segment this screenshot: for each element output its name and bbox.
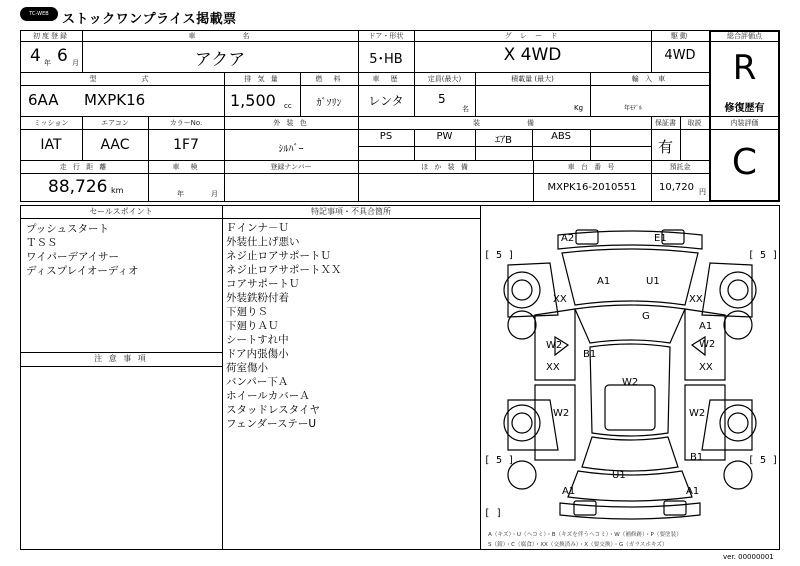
model-prefix: 6AA: [28, 91, 59, 109]
mission: IAT: [40, 137, 62, 153]
defect-item: 外装鉄粉付着: [226, 292, 289, 304]
defect-item: ドア内張傷小: [226, 348, 289, 360]
import-model: 年ﾓﾃﾞﾙ: [624, 105, 643, 112]
car-outline-drawing: [504, 230, 756, 519]
displacement-label: 排 気 量: [244, 75, 280, 83]
sales-point-item: プッシュスタート: [26, 223, 110, 235]
damage-code: XX: [699, 362, 713, 373]
page-title: ストックワンプライス掲載票: [62, 12, 237, 27]
capacity-unit: 名: [462, 105, 469, 113]
defect-item: 外装仕上げ悪い: [226, 236, 300, 248]
damage-code: B1: [690, 452, 704, 463]
recycle-fee: 10,720: [659, 182, 694, 193]
defect-item: ネジ止ロアサポートＵ: [226, 250, 331, 262]
damage-code: B1: [583, 349, 597, 360]
bracket-rear-left: [ 5 ]: [484, 455, 515, 466]
bracket-bottom: [ ]: [484, 508, 503, 519]
first-reg-month: 6: [57, 46, 68, 66]
damage-code: XX: [689, 294, 703, 305]
color-no-label: カラーNo.: [169, 119, 203, 127]
damage-code: A1: [562, 486, 576, 497]
damage-code: G: [642, 311, 650, 322]
mileage-unit: km: [111, 186, 124, 195]
damage-code: XX: [553, 294, 567, 305]
first-reg-month-unit: 月: [72, 59, 79, 67]
defect-item: 下廻りＡＵ: [226, 320, 279, 332]
model: MXPK16: [84, 91, 146, 109]
damage-code: U1: [612, 470, 626, 481]
defect-item: ホイールカバーＡ: [226, 390, 310, 402]
defect-item: シートすれ中: [226, 334, 289, 346]
legend-line-1: A（キズ）・U（ヘコミ）・B（キズを伴うヘコミ）・W（補修跡）・P（要塗装）: [488, 532, 682, 538]
inspection-year-unit: 年: [177, 190, 184, 198]
defect-item: バンパー下Ａ: [226, 376, 289, 388]
damage-code: XX: [546, 362, 560, 373]
damage-code: A2: [561, 233, 575, 244]
notes-label: 注 意 事 項: [94, 354, 148, 363]
logo: TC-WEB: [20, 7, 58, 21]
damage-code: U1: [646, 276, 660, 287]
defect-item: スタッドレスタイヤ: [226, 404, 320, 416]
damage-code: W2: [622, 377, 639, 388]
defect-item: Ｆインナ－Ｕ: [226, 222, 289, 234]
bracket-rear-right: [ 5 ]: [748, 455, 779, 466]
sales-points-label: セールスポイント: [89, 207, 153, 216]
defect-item: ネジ止ロアサポートＸＸ: [226, 264, 342, 276]
grade: X 4WD: [503, 45, 562, 65]
first-reg-year-unit: 年: [44, 59, 51, 67]
import-label: 輸 入 車: [631, 75, 668, 83]
damage-code: W2: [553, 408, 570, 419]
interior-score: C: [731, 142, 758, 183]
interior-score-label: 内装評価: [730, 119, 759, 127]
repair-history-note: 修復歴有: [724, 103, 765, 114]
door-shape-label: ドア・形状: [368, 32, 404, 40]
sales-point-item: ワイパーデアイサー: [26, 251, 120, 263]
car-name-label: 車 名: [188, 32, 252, 40]
overall-score-label: 総合評価点: [727, 32, 762, 40]
chassis-number: MXPK16-2010551: [547, 182, 637, 193]
capacity: 5: [438, 92, 446, 106]
plate-label: 登録ナンバー: [270, 163, 312, 171]
first-reg-year: 4: [30, 46, 41, 66]
load-label: 積載量 (最大): [511, 75, 554, 83]
inspection-month-unit: 月: [211, 190, 218, 198]
load-unit: Kg: [574, 104, 584, 112]
first-reg-label: 初度登録: [33, 32, 69, 40]
defect-item: 下廻りＳ: [226, 306, 268, 318]
door-shape: 5･HB: [369, 52, 403, 67]
equipment-pw: PW: [436, 131, 453, 142]
aircon-label: エアコン: [101, 119, 129, 127]
bracket-front-left: [ 5 ]: [484, 250, 515, 261]
damage-code: E1: [654, 233, 667, 244]
mission-label: ミッション: [33, 119, 69, 127]
damage-code: A1: [686, 486, 700, 497]
history: レンタ: [368, 94, 404, 108]
capacity-label: 定員(最大): [427, 75, 462, 83]
exterior-color-label: 外 装 色: [273, 119, 309, 127]
inspection-label: 車 検: [172, 163, 200, 171]
chassis-label: 車 台 番 号: [567, 163, 617, 171]
damage-code: W2: [689, 408, 706, 419]
fuel: ｶﾞｿﾘﾝ: [316, 98, 342, 109]
equipment-abs: ABS: [551, 131, 571, 142]
damage-code: W2: [546, 340, 563, 351]
overall-score: R: [732, 48, 757, 88]
model-label: 型 式: [89, 75, 155, 83]
drive: 4WD: [664, 48, 696, 63]
color-no: 1F7: [173, 137, 199, 153]
other-equipment-label: ほ か 装 備: [421, 163, 470, 171]
exterior-color: ｼﾙﾊﾞｰ: [278, 144, 304, 155]
damage-code: W2: [699, 339, 716, 350]
manual-label: 取説: [687, 119, 702, 127]
legend-line-2: S（錆）・C（腐食）・XX（交換済み）・X（要交換）・G（ガラスホキズ）: [488, 542, 668, 548]
bracket-front-right: [ 5 ]: [748, 250, 779, 261]
history-label: 車 歴: [372, 75, 400, 83]
defect-item: コアサポートＵ: [226, 278, 300, 290]
grade-label: グ レ ー ド: [504, 32, 561, 40]
defect-item: 荷室傷小: [226, 362, 268, 374]
recycle-unit: 円: [699, 188, 706, 196]
displacement-unit: cc: [284, 102, 292, 110]
equipment-label: 装 備: [473, 119, 536, 127]
damage-code: A1: [597, 276, 611, 287]
defect-item: フェンダーステーU: [226, 418, 317, 430]
defects-label: 特記事項・不具合箇所: [311, 207, 391, 216]
damage-code: A1: [699, 321, 713, 332]
car-name: アクア: [194, 50, 246, 70]
warranty: 有: [657, 138, 673, 156]
equipment-ps: PS: [379, 131, 393, 142]
recycle-label: 預託金: [669, 163, 691, 171]
warranty-label: 保証書: [655, 119, 676, 127]
displacement: 1,500: [230, 91, 276, 110]
version-label: ver. 00000001: [723, 553, 774, 561]
aircon: AAC: [100, 137, 130, 153]
mileage-label: 走 行 距 離: [59, 163, 109, 171]
equipment-airbag: ｴｱB: [495, 135, 512, 146]
sales-point-item: ディスプレイオーディオ: [26, 265, 139, 277]
drive-label: 駆動: [671, 32, 689, 40]
fuel-label: 燃 料: [315, 75, 343, 83]
sales-point-item: ＴＳＳ: [26, 237, 58, 249]
mileage: 88,726: [48, 177, 108, 197]
